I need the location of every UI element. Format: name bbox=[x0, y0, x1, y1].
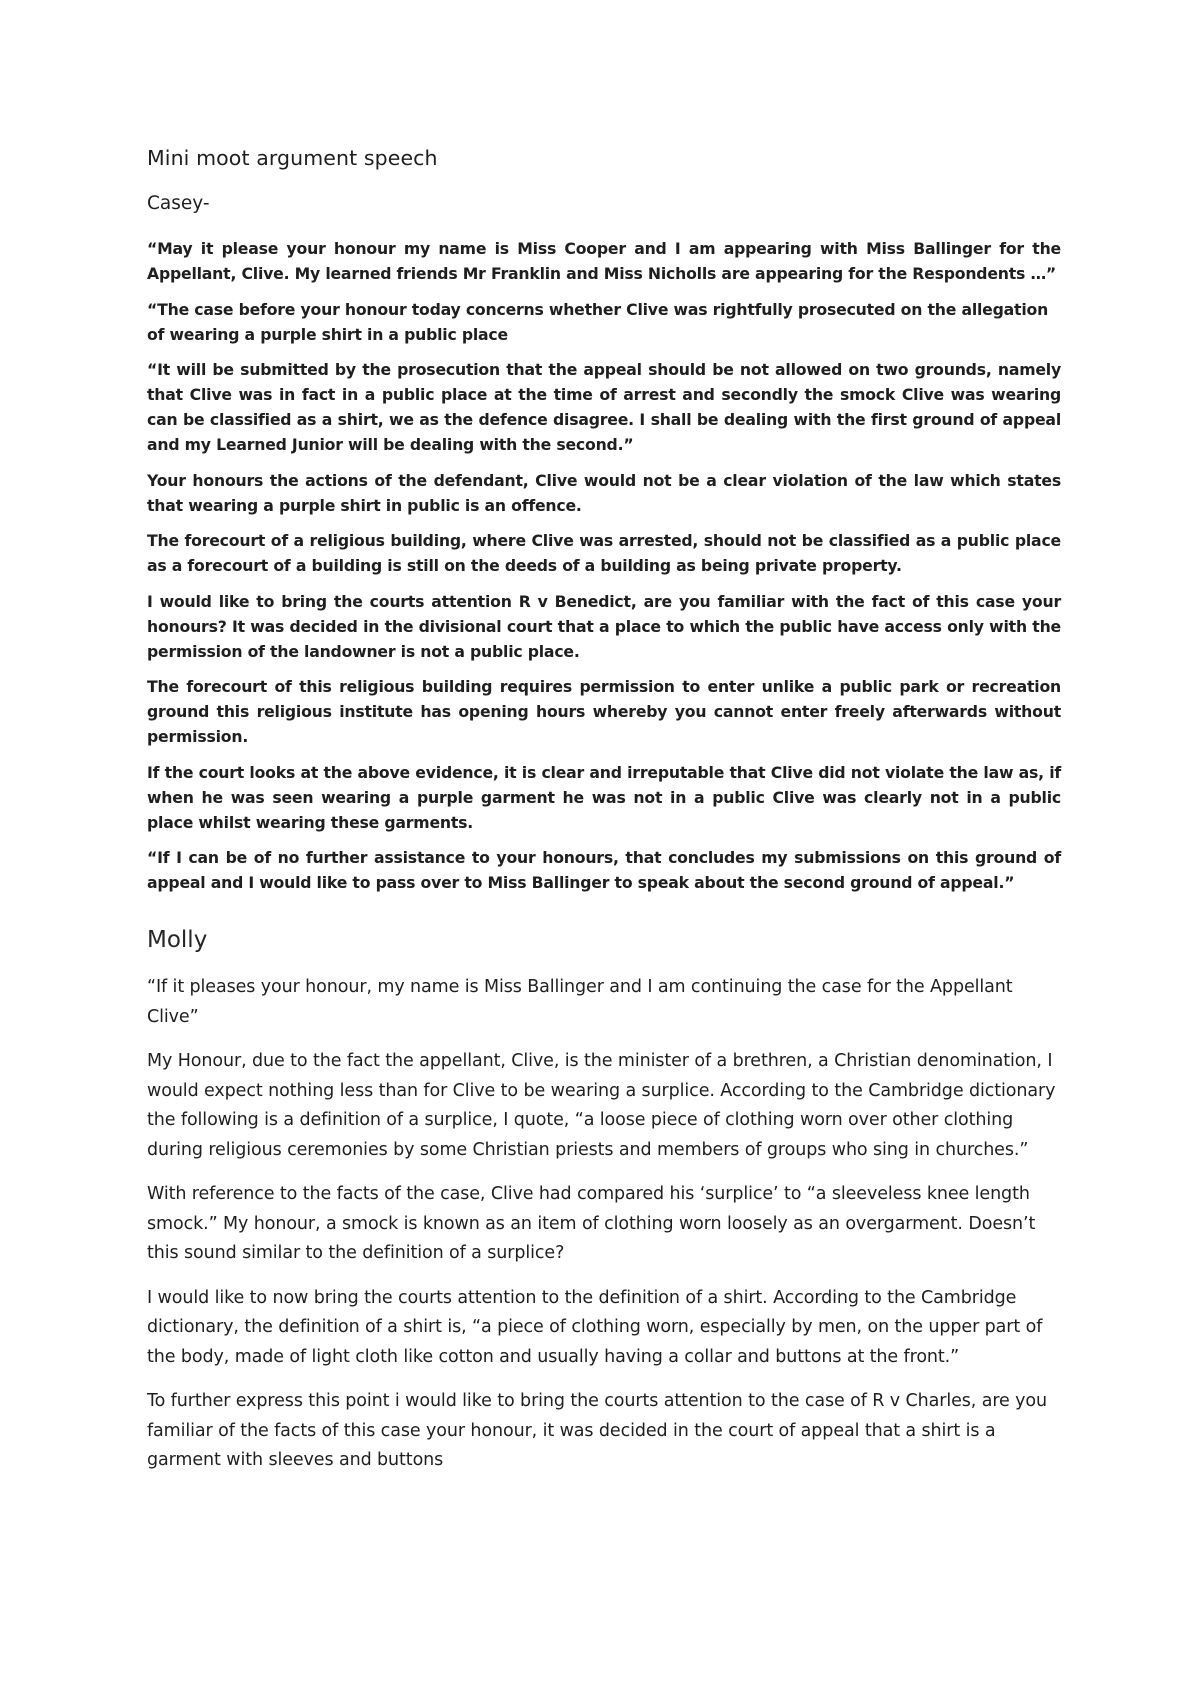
casey-paragraph: “If I can be of no further assistance to your honours, that concludes my submissions on this ground of appeal and I would like to pass over to Miss Ballinger to speak about the second ground of appeal.” bbox=[147, 848, 1061, 892]
casey-paragraph: Your honours the actions of the defendant, Clive would not be a clear violation of the law which states that wearing a purple shirt in public is an offence. bbox=[147, 470, 1061, 515]
casey-section bbox=[147, 236, 1061, 906]
molly-paragraph: My Honour, due to the fact the appellant, Clive, is the minister of a brethren, a Christian denomination, I would expect nothing less than for Clive to be wearing a surplice. According to the Cambridge dictionary the following is a definition of a surplice, I quote, “a loose piece of clothing worn over other clothing during religious ceremonies by some Christian priests and members of groups who sing in churches.” bbox=[147, 1051, 1056, 1160]
molly-paragraph: To further express this point i would like to bring the courts attention to the case of R v Charles, are you familiar of the facts of this case your honour, it was decided in the court of appeal that a shirt is a garment with sleeves and buttons bbox=[147, 1391, 1048, 1470]
molly-heading: Molly bbox=[147, 927, 208, 953]
molly-section bbox=[147, 973, 1067, 1491]
casey-paragraph: If the court looks at the above evidence, it is clear and irreputable that Clive did not violate the law as, if when he was seen wearing a purple garment he was not in a public Clive was clearly not in a public place whilst wearing these garments. bbox=[147, 762, 1061, 832]
molly-paragraph: I would like to now bring the courts attention to the definition of a shirt. According to the Cambridge dictionary, the definition of a shirt is, “a piece of clothing worn, especially by men, on the upper part of the body, made of light cloth like cotton and usually having a collar and buttons at the front.” bbox=[147, 1287, 1043, 1367]
speaker-label-casey: Casey- bbox=[147, 193, 210, 214]
casey-paragraph: The forecourt of this religious building requires permission to enter unlike a public park or recreation ground this religious institute has opening hours whereby you cannot enter freely afterwards without permission. bbox=[147, 677, 1061, 746]
casey-paragraph: I would like to bring the courts attention R v Benedict, are you familiar with the fact of this case your honours? It was decided in the divisional court that a place to which the public have access only with the permission of the landowner is not a public place. bbox=[147, 591, 1061, 661]
document-title: Mini moot argument speech bbox=[147, 146, 438, 170]
molly-paragraph: “If it pleases your honour, my name is Miss Ballinger and I am continuing the case for the Appellant Clive” bbox=[147, 977, 1013, 1027]
casey-paragraph: “The case before your honour today concerns whether Clive was rightfully prosecuted on the allegation of wearing a purple shirt in a public place bbox=[147, 299, 1049, 344]
molly-paragraph: With reference to the facts of the case, Clive had compared his ‘surplice’ to “a sleeveless knee length smock.” My honour, a smock is known as an item of clothing worn loosely as an overgarment. Doesn’t this sound similar to the definition of a surplice? bbox=[147, 1184, 1036, 1263]
casey-paragraph: The forecourt of a religious building, where Clive was arrested, should not be classified as a public place as a forecourt of a building is still on the deeds of a building as being private property. bbox=[147, 531, 1061, 575]
casey-paragraph: “May it please your honour my name is Miss Cooper and I am appearing with Miss Ballinger for the Appellant, Clive. My learned friends Mr Franklin and Miss Nicholls are appearing for the Respondents …” bbox=[147, 239, 1061, 283]
casey-paragraph: “It will be submitted by the prosecution that the appeal should be not allowed on two grounds, namely that Clive was in fact in a public place at the time of arrest and secondly the smock Clive was wearing can be classified as a shirt, we as the defence disagree. I shall be dealing with the first ground of appeal and my Learned Junior will be dealing with the second.” bbox=[147, 360, 1061, 454]
